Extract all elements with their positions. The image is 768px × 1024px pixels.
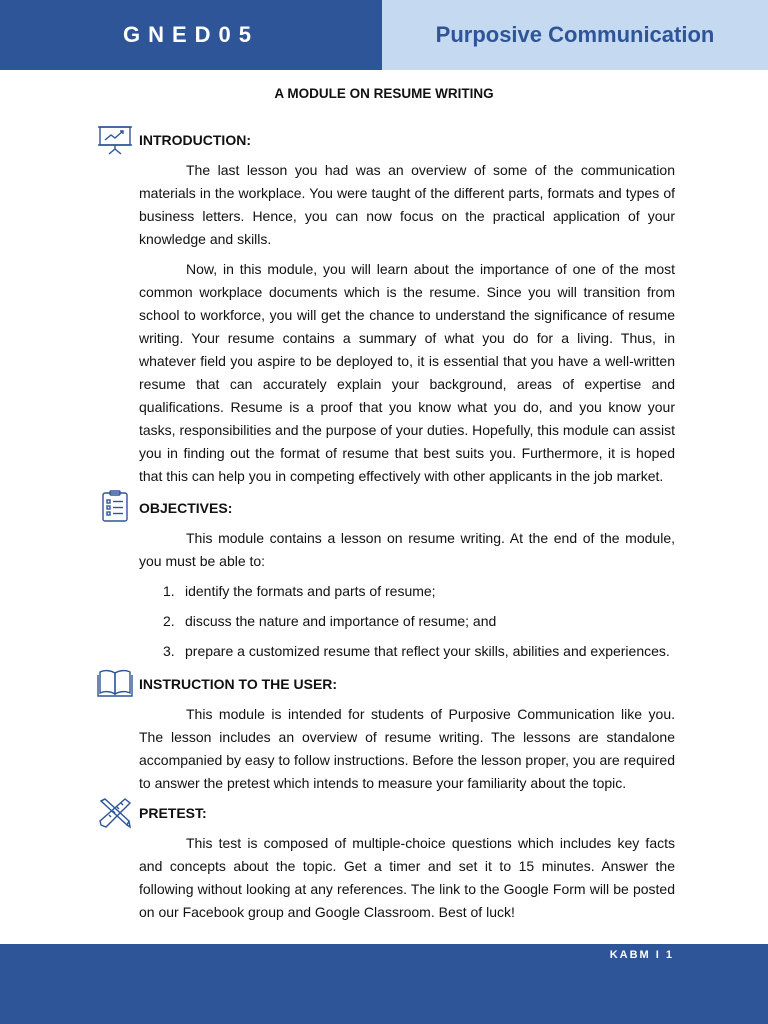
pretest-paragraph: This test is composed of multiple-choice questions which includes key facts and concepts about the topic. Get a timer and set it to 15 minutes. Answer the following without looking at any references. The link to the Google Form will be posted on our Facebook group and Google Classroom. Best of luck! (139, 835, 675, 920)
document-title: A MODULE ON RESUME WRITING (274, 86, 494, 101)
introduction-paragraph-2: Now, in this module, you will learn about the importance of one of the most common workplace documents which is the resume. Since you will transition from school to workforce, you will get the chance to understand the significance of resume writing. Your resume contains a summary of what you do for a living. Thus, in whatever field you aspire to be deployed to, it is essential that you have a well-written resume that can accurately explain your background, areas of expertise and qualifications. Resume is a proof that you know what you do, and you know your tasks, responsibilities and the purpose of your duties. Hopefully, this module can assist you in finding out the format of resume that best suits you. Furthermore, it is hoped that this can help you in competing effectively with other applicants in the job market. (139, 261, 675, 484)
course-name: Purposive Communication (382, 0, 768, 70)
open-book-icon (97, 666, 133, 698)
list-item-text: prepare a customized resume that reflect your skills, abilities and experiences. (185, 643, 670, 659)
objectives-intro: This module contains a lesson on resume writing. At the end of the module, you must be able to: (139, 530, 675, 569)
list-item-number: 3. (163, 643, 175, 659)
introduction-paragraph-1: The last lesson you had was an overview of some of the communication materials in the workplace. You were taught of the different parts, formats and types of business letters. Hence, you can now focus on the practical application of your knowledge and skills. (139, 162, 675, 247)
clipboard-checklist-icon (97, 490, 133, 522)
presentation-chart-icon (97, 123, 133, 155)
list-item-number: 1. (163, 583, 175, 599)
instruction-heading: INSTRUCTION TO THE USER: (139, 676, 338, 692)
list-item-number: 2. (163, 613, 175, 629)
course-code: GNED05 (0, 0, 382, 70)
list-item (139, 580, 675, 603)
list-item-text: discuss the nature and importance of resume; and (185, 613, 497, 629)
page-footer (0, 944, 768, 1024)
introduction-section (139, 129, 675, 488)
objectives-heading: OBJECTIVES: (139, 500, 233, 516)
objectives-section (139, 497, 675, 670)
pencil-ruler-icon (97, 797, 133, 829)
pretest-heading: PRETEST: (139, 805, 207, 821)
objectives-list (139, 580, 675, 663)
list-item-text: identify the formats and parts of resume; (185, 583, 436, 599)
pretest-section (139, 802, 675, 924)
list-item (139, 640, 675, 663)
instruction-paragraph: This module is intended for students of Purposive Communication like you. The lesson includes an overview of resume writing. The lessons are standalone accompanied by easy to follow instructions. Before the lesson proper, you are required to answer the pretest which intends to measure your familiarity about the topic. (139, 706, 675, 791)
footer-page-code: KABM I 1 (609, 949, 674, 961)
page-header (0, 0, 768, 70)
introduction-heading: INTRODUCTION: (139, 132, 251, 148)
instruction-section (139, 673, 675, 795)
list-item (139, 610, 675, 633)
